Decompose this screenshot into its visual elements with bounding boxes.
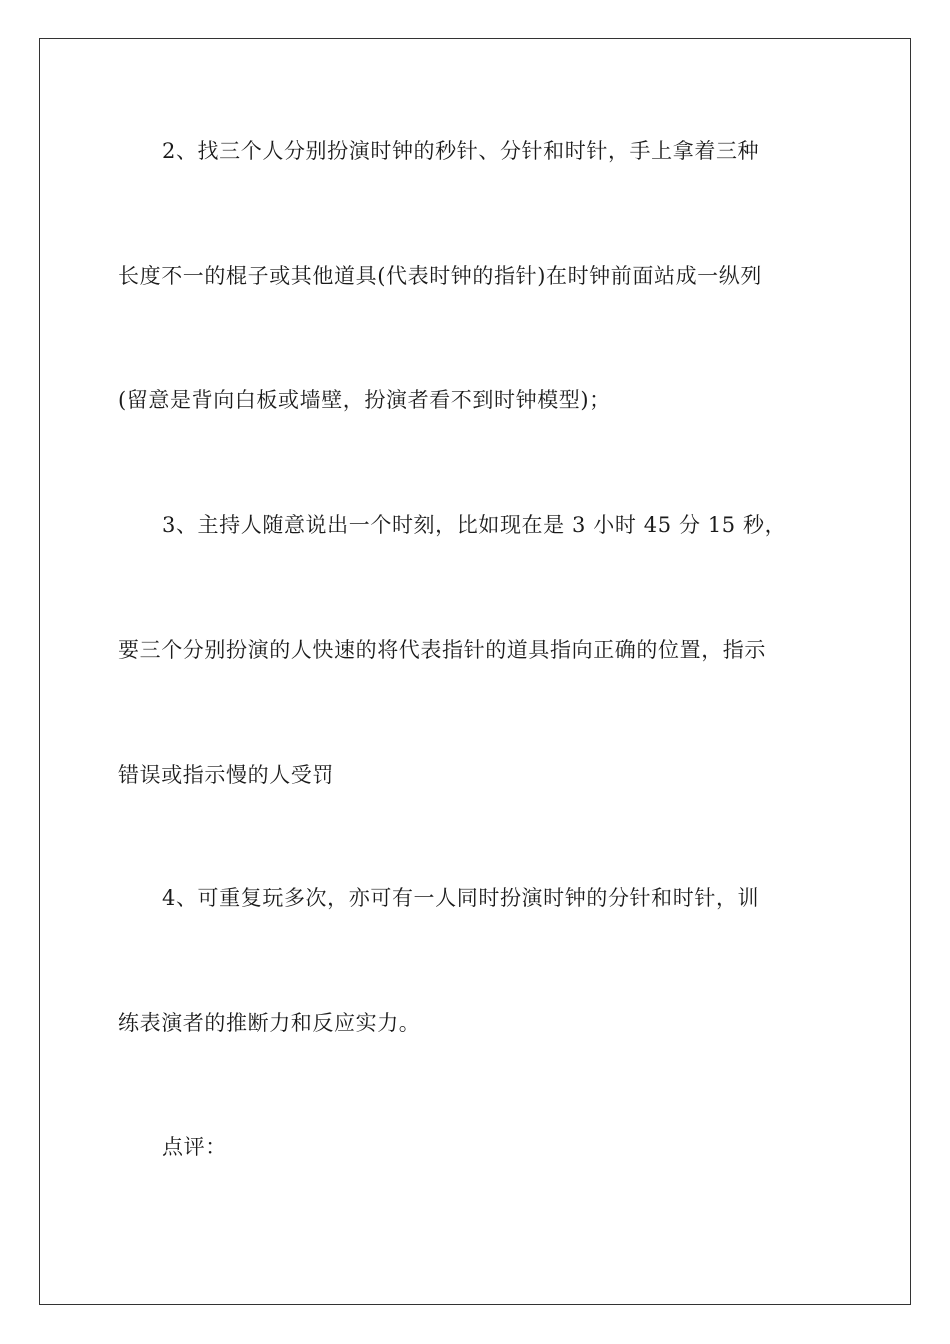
comment-heading: 点评： — [162, 1135, 227, 1159]
page-border — [39, 38, 911, 1305]
step-2-line-2: 长度不一的棍子或其他道具(代表时钟的指针)在时钟前面站成一纵列 — [118, 264, 762, 288]
step-3-line-2: 要三个分别扮演的人快速的将代表指针的道具指向正确的位置，指示 — [118, 638, 766, 662]
step-4-line-2: 练表演者的推断力和反应实力。 — [118, 1011, 421, 1035]
step-2-line-1: 2、找三个人分别扮演时钟的秒针、分针和时针，手上拿着三种 — [162, 139, 760, 163]
step-2-line-3: (留意是背向白板或墙壁，扮演者看不到时钟模型)； — [118, 388, 611, 412]
step-3-line-3: 错误或指示慢的人受罚 — [118, 763, 334, 787]
step-4-line-1: 4、可重复玩多次，亦可有一人同时扮演时钟的分针和时针，训 — [162, 886, 760, 910]
step-3-line-1: 3、主持人随意说出一个时刻，比如现在是 3 小时 45 分 15 秒， — [162, 513, 787, 537]
